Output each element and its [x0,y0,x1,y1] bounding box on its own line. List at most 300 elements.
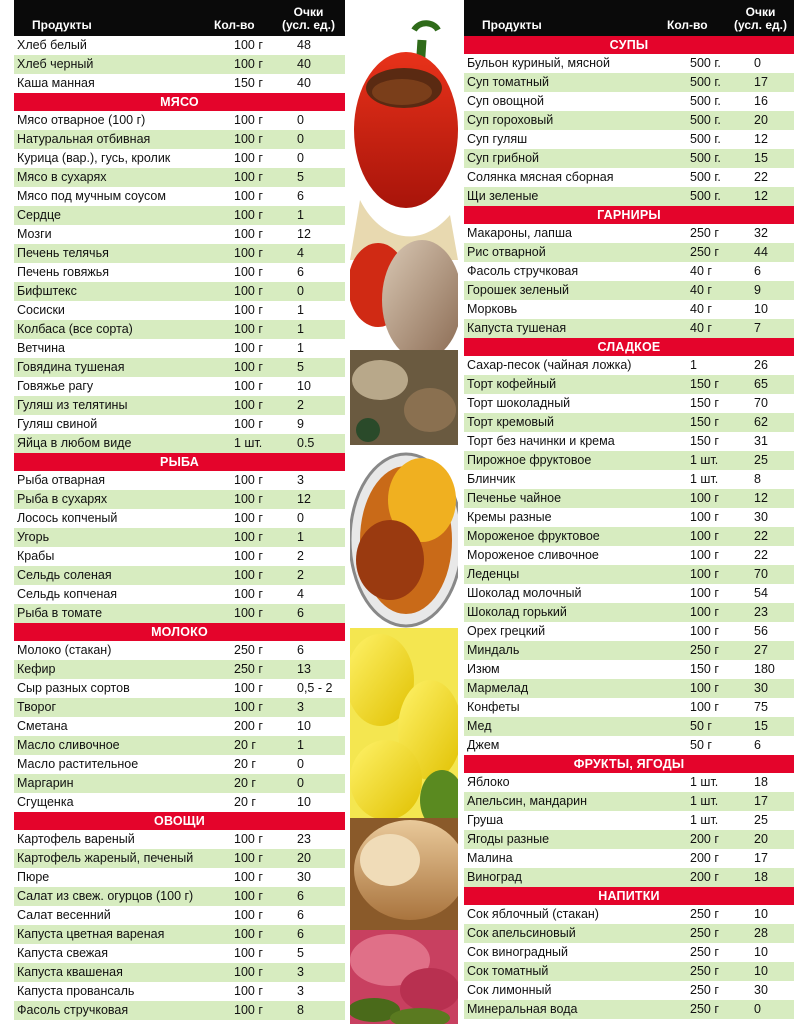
product-quantity: 250 г [690,245,719,259]
product-quantity: 100 г [234,549,263,563]
product-name: Бульон куриный, мясной [467,56,610,70]
product-quantity: 100 г [690,586,719,600]
header-points [734,6,787,32]
product-name: Торт шоколадный [467,396,571,410]
product-name: Сельдь копченая [17,587,118,601]
product-quantity: 100 г [234,965,263,979]
product-quantity: 250 г [234,662,263,676]
product-quantity: 150 г [690,396,719,410]
product-quantity: 500 г. [690,151,721,165]
table-row [464,130,794,149]
product-name: Джем [467,738,500,752]
product-points: 12 [754,189,768,203]
product-quantity: 500 г. [690,189,721,203]
product-points: 6 [297,189,304,203]
product-quantity: 150 г [690,434,719,448]
product-name: Сок томатный [467,964,549,978]
product-points: 12 [297,492,311,506]
product-quantity: 100 г [234,832,263,846]
product-name: Щи зеленые [467,189,539,203]
product-name: Суп томатный [467,75,549,89]
product-quantity: 100 г [690,700,719,714]
product-name: Мясо в сухарях [17,170,107,184]
product-name: Говяжье рагу [17,379,94,393]
table-row [464,508,794,527]
product-name: Конфеты [467,700,520,714]
product-quantity: 100 г [234,38,263,52]
table-row [14,74,345,93]
product-quantity: 1 шт. [234,436,263,450]
product-points: 6 [297,265,304,279]
product-points: 13 [297,662,311,676]
product-name: Яблоко [467,775,510,789]
product-name: Натуральная отбивная [17,132,151,146]
table-row [464,149,794,168]
product-quantity: 100 г [690,681,719,695]
category-header: НАПИТКИ [464,887,794,905]
product-name: Салат весенний [17,908,111,922]
product-quantity: 100 г [234,681,263,695]
product-quantity: 100 г [690,567,719,581]
product-name: Маргарин [17,776,74,790]
table-row [464,168,794,187]
header-qty: Кол-во [667,18,708,32]
product-name: Хлеб черный [17,57,94,71]
product-name: Сок яблочный (стакан) [467,907,599,921]
table-row [14,187,345,206]
category-header: ОВОЩИ [14,812,345,830]
product-name: Колбаса (все сорта) [17,322,133,336]
table-row [464,811,794,830]
product-name: Мороженое сливочное [467,548,599,562]
header-points-line2: (усл. ед.) [734,18,787,32]
product-points: 20 [297,851,311,865]
product-quantity: 500 г. [690,56,721,70]
product-name: Сельдь соленая [17,568,112,582]
product-points: 15 [754,719,768,733]
product-points: 6 [754,264,761,278]
product-points: 9 [754,283,761,297]
table-row [464,375,794,394]
product-points: 3 [297,700,304,714]
product-quantity: 100 г [234,473,263,487]
product-quantity: 500 г. [690,170,721,184]
product-points: 20 [754,113,768,127]
product-points: 6 [297,643,304,657]
table-row [14,660,345,679]
product-points: 40 [297,57,311,71]
product-name: Суп овощной [467,94,545,108]
product-name: Леденцы [467,567,520,581]
product-name: Гуляш из телятины [17,398,128,412]
product-quantity: 500 г. [690,94,721,108]
product-points: 32 [754,226,768,240]
product-name: Сок лимонный [467,983,552,997]
product-name: Печень говяжья [17,265,110,279]
product-name: Солянка мясная сборная [467,170,614,184]
product-name: Крабы [17,549,55,563]
table-row [14,490,345,509]
product-name: Рис отварной [467,245,546,259]
product-quantity: 100 г [234,851,263,865]
product-points: 28 [754,926,768,940]
product-name: Мороженое фруктовое [467,529,600,543]
product-points: 16 [754,94,768,108]
product-points: 23 [297,832,311,846]
product-quantity: 20 г [234,738,256,752]
product-name: Морковь [467,302,518,316]
product-name: Мед [467,719,492,733]
product-points: 5 [297,946,304,960]
product-points: 7 [754,321,761,335]
product-quantity: 100 г [234,170,263,184]
product-name: Торт без начинки и крема [467,434,615,448]
table-row [14,320,345,339]
table-row [464,868,794,887]
product-quantity: 1 шт. [690,453,719,467]
product-quantity: 150 г [690,377,719,391]
product-quantity: 100 г [234,889,263,903]
product-name: Масло растительное [17,757,139,771]
table-row [14,528,345,547]
table-row [14,377,345,396]
category-header: МОЛОКО [14,623,345,641]
table-row [464,451,794,470]
product-quantity: 150 г [690,415,719,429]
product-points: 6 [754,738,761,752]
table-row [14,566,345,585]
product-quantity: 100 г [234,341,263,355]
table-row [464,792,794,811]
table-row [14,1001,345,1020]
product-name: Сосиски [17,303,65,317]
product-points: 0 [297,757,304,771]
table-row [464,830,794,849]
product-name: Сердце [17,208,61,222]
table-row [464,717,794,736]
table-row [464,736,794,755]
product-points: 3 [297,965,304,979]
category-header: СЛАДКОЕ [464,338,794,356]
table-row [14,736,345,755]
product-points: 31 [754,434,768,448]
table-row [14,282,345,301]
product-points: 12 [754,491,768,505]
product-points: 2 [297,549,304,563]
product-quantity: 250 г [690,926,719,940]
product-points: 0 [297,132,304,146]
product-points: 6 [297,606,304,620]
table-row [14,301,345,320]
product-quantity: 100 г [690,491,719,505]
product-quantity: 100 г [234,417,263,431]
product-points: 48 [297,38,311,52]
product-points: 0 [297,776,304,790]
table-header-left [14,0,345,36]
table-row [14,830,345,849]
product-quantity: 100 г [234,360,263,374]
product-quantity: 100 г [234,606,263,620]
table-row [14,963,345,982]
product-name: Хлеб белый [17,38,87,52]
product-name: Говядина тушеная [17,360,125,374]
table-row [14,434,345,453]
product-name: Мозги [17,227,52,241]
product-name: Горошек зеленый [467,283,569,297]
product-points: 0 [297,151,304,165]
category-header: ФРУКТЫ, ЯГОДЫ [464,755,794,773]
product-name: Мясо отварное (100 г) [17,113,146,127]
table-row [14,944,345,963]
product-points: 22 [754,548,768,562]
product-name: Масло сливочное [17,738,120,752]
table-row [464,300,794,319]
table-row [14,868,345,887]
product-quantity: 20 г [234,757,256,771]
product-name: Кремы разные [467,510,552,524]
product-name: Сыр разных сортов [17,681,130,695]
product-quantity: 500 г. [690,113,721,127]
header-qty: Кол-во [214,18,255,32]
product-quantity: 250 г [234,643,263,657]
product-points: 17 [754,851,768,865]
table-row [464,565,794,584]
product-points: 44 [754,245,768,259]
right-table-body [464,36,794,1019]
product-points: 180 [754,662,775,676]
product-points: 0,5 - 2 [297,681,333,695]
product-points: 2 [297,398,304,412]
product-name: Бифштекс [17,284,77,298]
product-quantity: 100 г [234,870,263,884]
product-name: Виноград [467,870,522,884]
product-name: Фасоль стручковая [17,1003,129,1017]
table-header-right [464,0,794,36]
product-quantity: 100 г [234,284,263,298]
product-quantity: 100 г [234,398,263,412]
table-row [14,925,345,944]
product-points: 26 [754,358,768,372]
product-quantity: 100 г [234,587,263,601]
product-name: Сок виноградный [467,945,569,959]
product-quantity: 100 г [690,529,719,543]
product-name: Капуста свежая [17,946,109,960]
product-name: Макароны, лапша [467,226,572,240]
table-row [464,905,794,924]
product-quantity: 500 г. [690,75,721,89]
category-header: ГАРНИРЫ [464,206,794,224]
product-quantity: 100 г [234,700,263,714]
table-row [14,906,345,925]
category-header: РЫБА [14,453,345,471]
product-quantity: 100 г [234,132,263,146]
table-row [464,1000,794,1019]
table-row [464,773,794,792]
product-points: 56 [754,624,768,638]
product-points: 10 [297,795,311,809]
table-row [14,168,345,187]
table-row [14,774,345,793]
product-quantity: 40 г [690,321,712,335]
product-quantity: 100 г [234,227,263,241]
product-name: Угорь [17,530,50,544]
table-row [14,396,345,415]
product-quantity: 100 г [690,605,719,619]
table-row [464,224,794,243]
food-photo-illustration [350,0,458,1024]
product-quantity: 100 г [234,379,263,393]
product-points: 1 [297,303,304,317]
left-table-body [14,36,345,1020]
product-quantity: 100 г [234,151,263,165]
product-name: Капуста провансаль [17,984,135,998]
table-row [14,244,345,263]
product-quantity: 100 г [234,189,263,203]
product-points: 0 [754,56,761,70]
table-row [14,130,345,149]
product-quantity: 1 шт. [690,775,719,789]
product-name: Пюре [17,870,50,884]
product-quantity: 100 г [234,57,263,71]
product-points: 1 [297,322,304,336]
product-points: 20 [754,832,768,846]
table-row [14,415,345,434]
product-quantity: 200 г [690,832,719,846]
table-row [464,924,794,943]
product-quantity: 100 г [234,492,263,506]
product-points: 22 [754,529,768,543]
product-points: 8 [754,472,761,486]
table-row [464,489,794,508]
product-name: Торт кремовый [467,415,555,429]
product-points: 0 [297,284,304,298]
header-product: Продукты [482,18,542,32]
product-name: Капуста цветная вареная [17,927,165,941]
product-name: Изюм [467,662,500,676]
table-row [14,263,345,282]
product-name: Творог [17,700,57,714]
product-quantity: 250 г [690,907,719,921]
product-points: 1 [297,341,304,355]
product-quantity: 200 г [234,719,263,733]
product-name: Сахар-песок (чайная ложка) [467,358,632,372]
table-row [14,36,345,55]
product-quantity: 40 г [690,264,712,278]
product-points: 12 [754,132,768,146]
product-points: 3 [297,984,304,998]
table-row [14,149,345,168]
product-points: 70 [754,396,768,410]
product-points: 10 [297,379,311,393]
product-name: Каша манная [17,76,95,90]
product-points: 30 [297,870,311,884]
table-row [14,717,345,736]
table-row [14,509,345,528]
product-points: 70 [754,567,768,581]
product-name: Суп гороховый [467,113,554,127]
product-name: Рыба в томате [17,606,103,620]
table-row [464,187,794,206]
product-name: Печень телячья [17,246,109,260]
product-name: Суп гуляш [467,132,528,146]
product-quantity: 250 г [690,964,719,978]
table-row [14,225,345,244]
product-points: 30 [754,983,768,997]
product-name: Картофель жареный, печеный [17,851,194,865]
product-points: 17 [754,794,768,808]
product-points: 23 [754,605,768,619]
product-name: Минеральная вода [467,1002,578,1016]
product-name: Мясо под мучным соусом [17,189,166,203]
product-name: Кефир [17,662,56,676]
product-points: 8 [297,1003,304,1017]
product-points: 10 [754,302,768,316]
table-row [464,603,794,622]
product-points: 25 [754,453,768,467]
product-quantity: 100 г [234,303,263,317]
product-points: 1 [297,208,304,222]
product-name: Суп грибной [467,151,540,165]
table-row [464,962,794,981]
product-name: Фасоль стручковая [467,264,579,278]
table-row [14,547,345,566]
product-points: 1 [297,530,304,544]
product-points: 62 [754,415,768,429]
product-quantity: 20 г [234,795,256,809]
product-quantity: 200 г [690,870,719,884]
product-name: Малина [467,851,513,865]
table-row [464,111,794,130]
table-row [464,698,794,717]
product-quantity: 100 г [234,511,263,525]
table-row [14,793,345,812]
right-table [464,0,794,1019]
product-points: 9 [297,417,304,431]
product-points: 18 [754,775,768,789]
product-name: Блинчик [467,472,516,486]
table-row [464,943,794,962]
product-points: 30 [754,681,768,695]
product-quantity: 100 г [234,322,263,336]
product-points: 75 [754,700,768,714]
table-row [464,92,794,111]
category-header: МЯСО [14,93,345,111]
product-quantity: 1 шт. [690,813,719,827]
table-row [14,206,345,225]
product-name: Миндаль [467,643,520,657]
product-quantity: 50 г [690,738,712,752]
table-row [464,584,794,603]
product-quantity: 100 г [234,568,263,582]
category-header: СУПЫ [464,36,794,54]
product-points: 5 [297,170,304,184]
product-quantity: 100 г [234,113,263,127]
table-row [464,527,794,546]
table-row [14,755,345,774]
product-quantity: 150 г [690,662,719,676]
product-points: 10 [754,964,768,978]
table-row [464,981,794,1000]
product-quantity: 40 г [690,302,712,316]
left-table [14,0,345,1020]
product-points: 0 [297,113,304,127]
product-name: Рыба отварная [17,473,106,487]
product-quantity: 100 г [234,984,263,998]
header-product: Продукты [32,18,92,32]
table-row [464,394,794,413]
table-row [14,471,345,490]
table-row [14,982,345,1001]
